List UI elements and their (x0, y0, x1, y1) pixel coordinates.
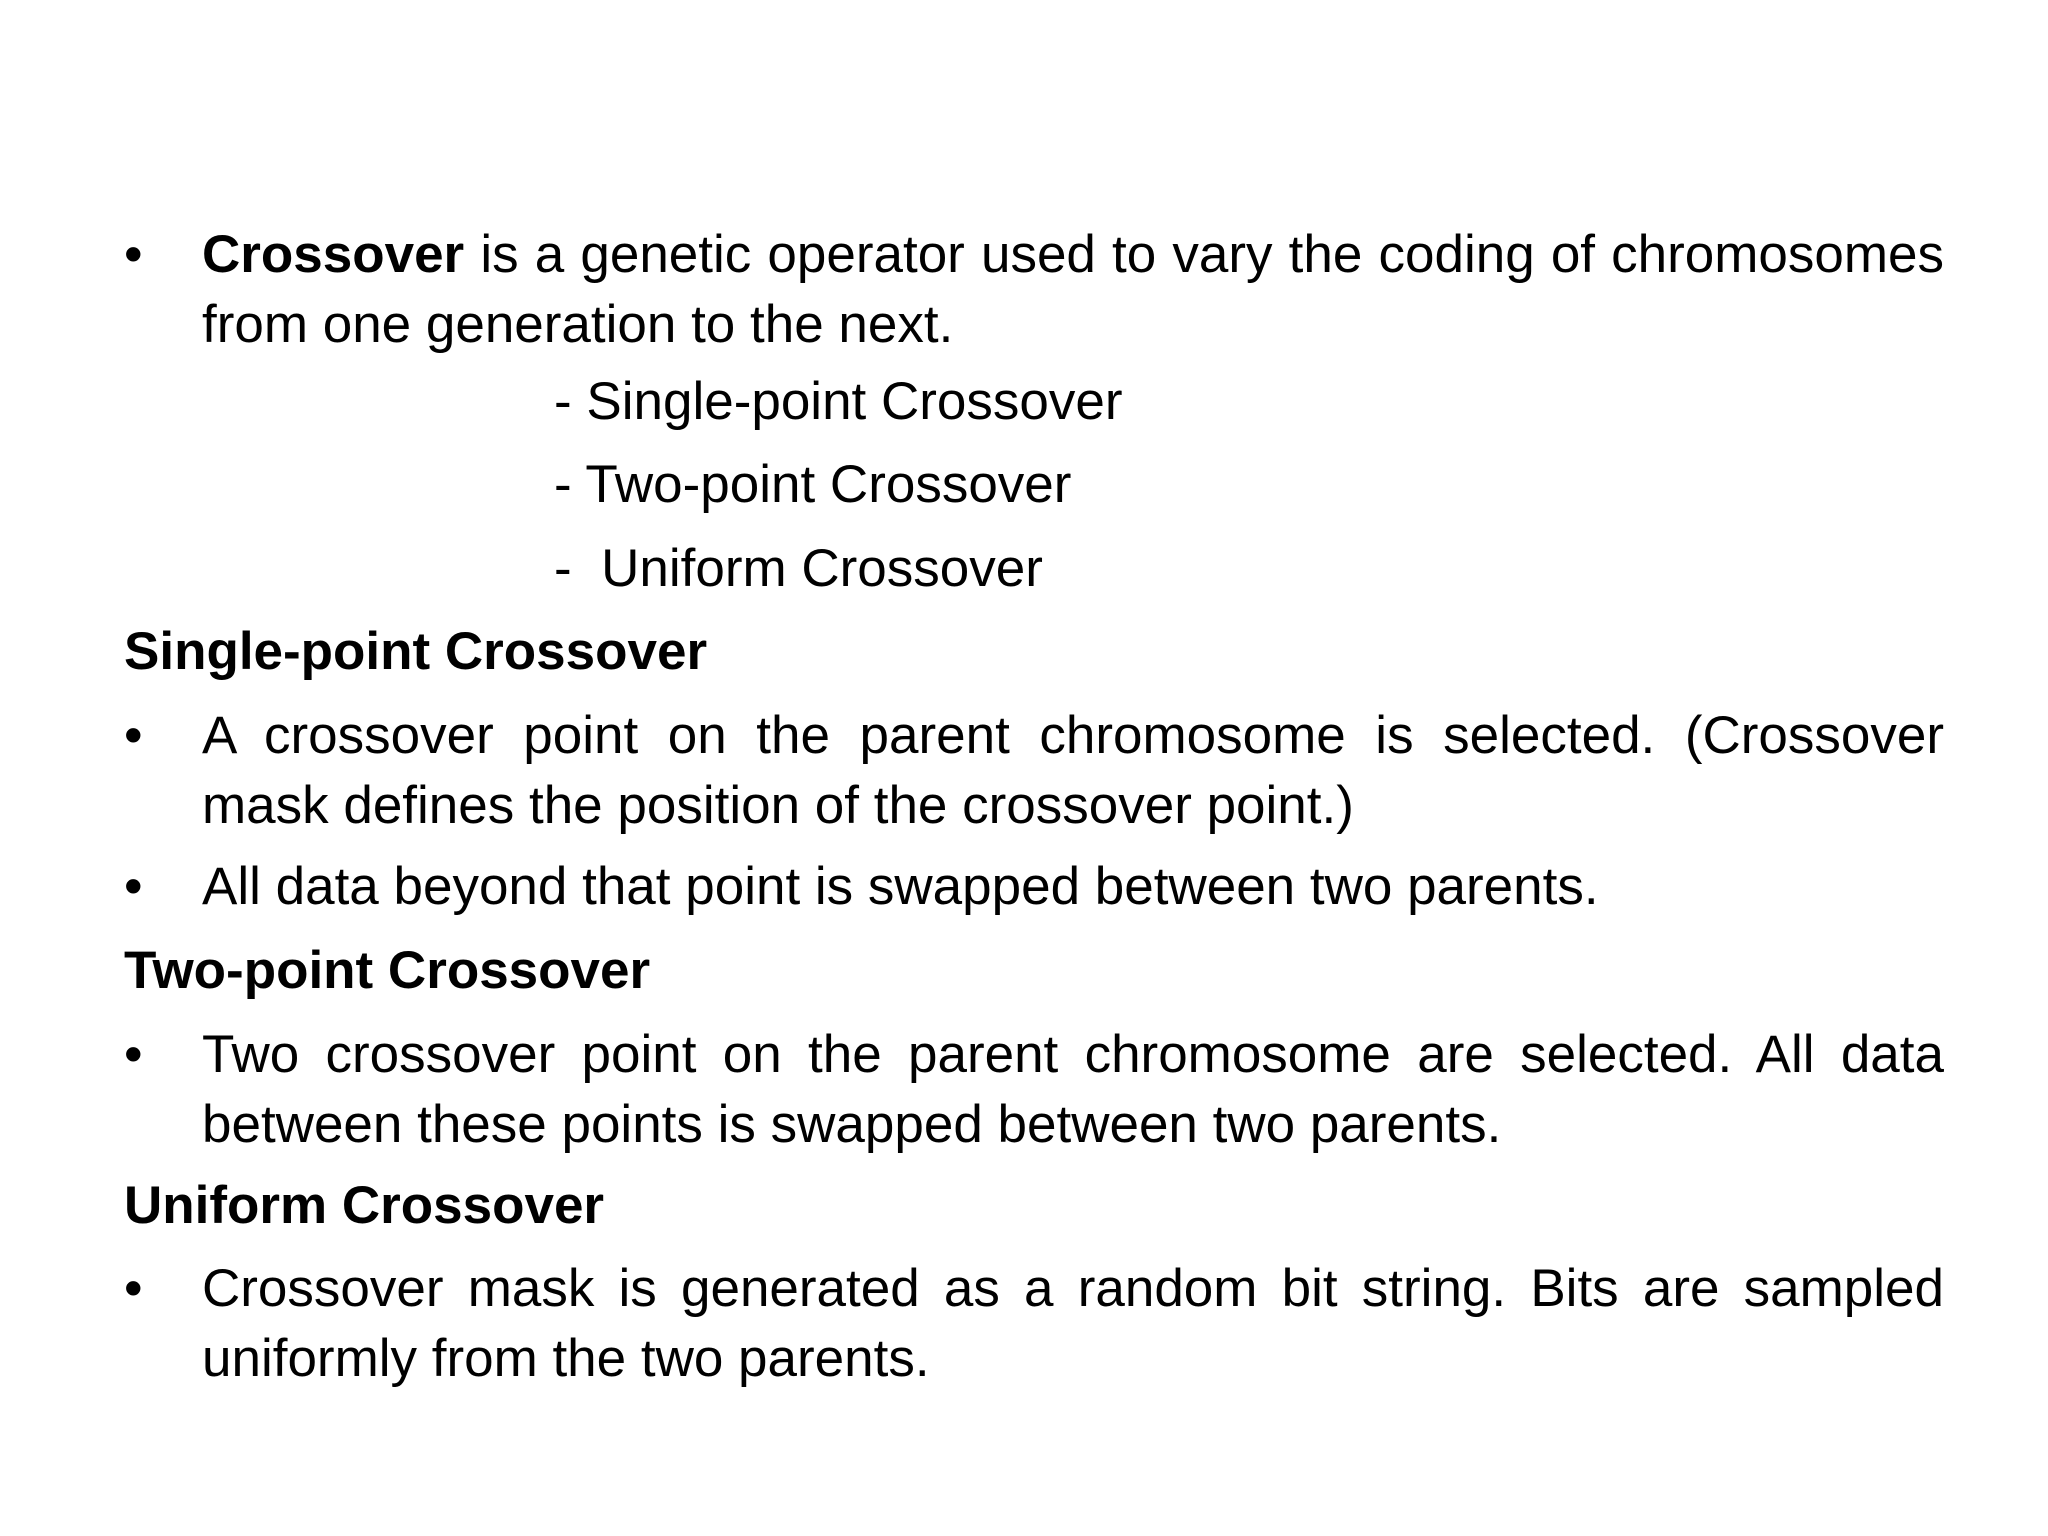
two-point-heading: Two-point Crossover (124, 941, 651, 1000)
bullet-icon: • (124, 1025, 143, 1084)
single-point-text: All data beyond that point is swapped between two parents. (202, 857, 1599, 916)
single-point-heading: Single-point Crossover (124, 622, 708, 681)
crossover-type-item: - Single-point Crossover (554, 372, 1123, 431)
bullet-icon: • (124, 225, 143, 284)
two-point-bullet (124, 1020, 1944, 1160)
bullet-icon: • (124, 857, 143, 916)
uniform-heading: Uniform Crossover (124, 1176, 605, 1235)
intro-bold-term: Crossover (202, 225, 465, 284)
uniform-bullet (124, 1254, 1944, 1394)
intro-body: is a genetic operator used to vary the coding of chromosomes from one generation to the next. (202, 225, 1944, 354)
intro-bullet (124, 220, 1944, 360)
crossover-type-item: - Uniform Crossover (554, 539, 1043, 598)
bullet-icon: • (124, 1259, 143, 1318)
single-point-text: A crossover point on the parent chromosome is selected. (Crossover mask defines the position of the crossover point.) (202, 706, 1944, 835)
intro-text (202, 220, 1944, 360)
single-point-bullet (124, 701, 1944, 841)
uniform-text: Crossover mask is generated as a random bit string. Bits are sampled uniformly from the two parents. (202, 1259, 1944, 1388)
single-point-bullet (124, 852, 1944, 922)
crossover-type-item: - Two-point Crossover (554, 455, 1072, 514)
bullet-icon: • (124, 706, 143, 765)
two-point-text: Two crossover point on the parent chromosome are selected. All data between these points is swapped between two parents. (202, 1025, 1944, 1154)
